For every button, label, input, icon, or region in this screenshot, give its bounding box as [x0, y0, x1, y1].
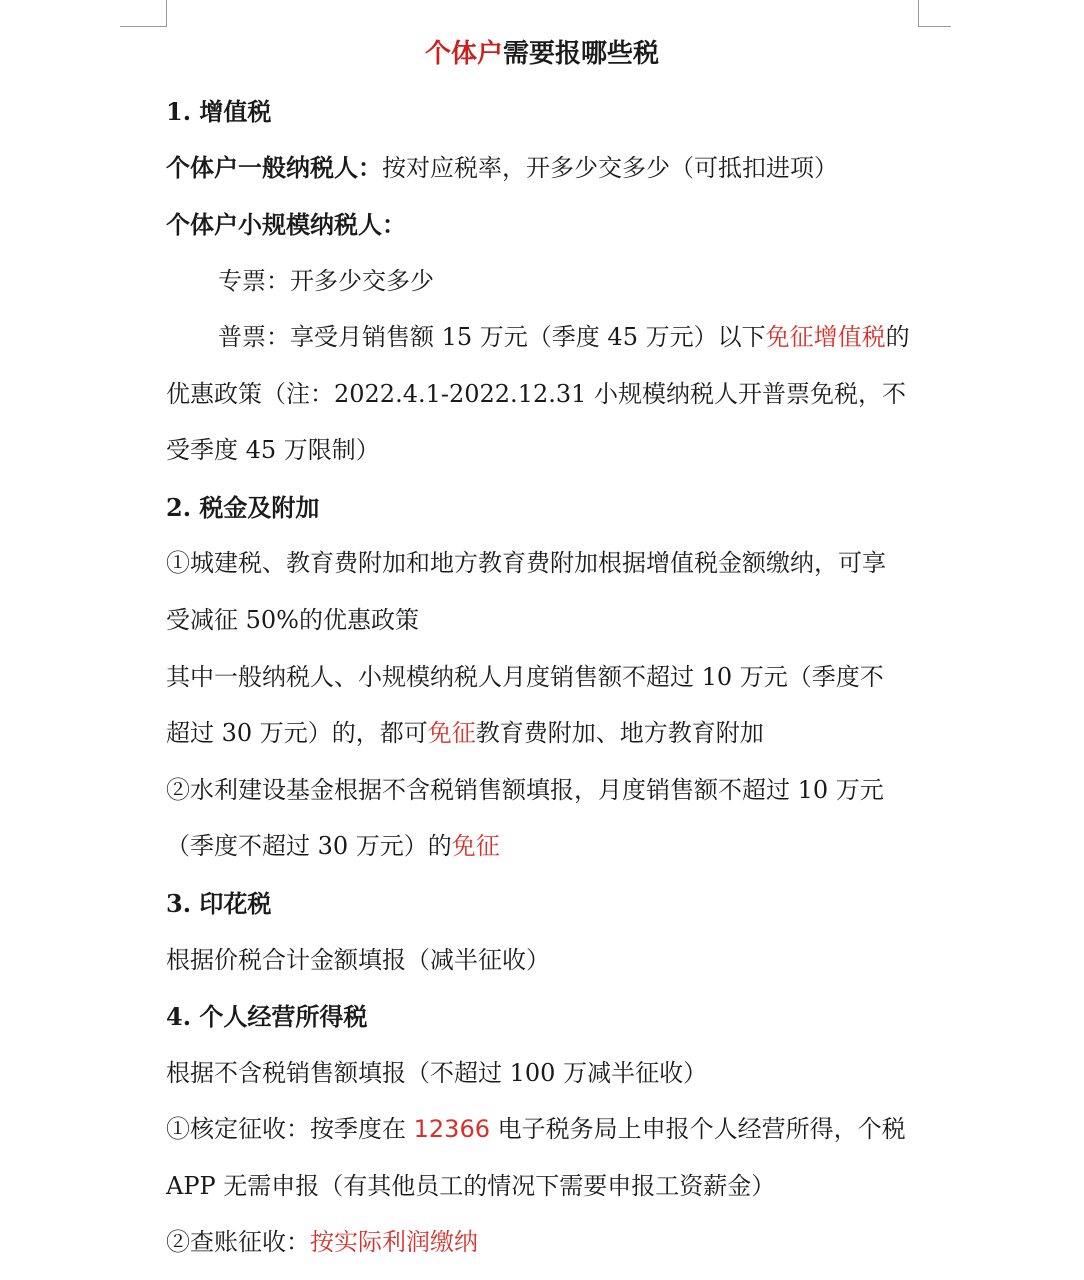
section4-heading: 4. 个人经营所得税: [166, 1002, 368, 1031]
actual-profit-highlight: 按实际利润缴纳: [310, 1228, 478, 1256]
general-taxpayer-label: 个体户一般纳税人：: [166, 153, 382, 182]
title-rest: 需要报哪些税: [503, 39, 660, 69]
section3-heading: 3. 印花税: [166, 889, 272, 918]
section1-general-line: [166, 150, 926, 186]
small-taxpayer-label: 个体户小规模纳税人：: [166, 210, 406, 239]
surcharge-item1-line4: [166, 715, 926, 751]
water-fund-line1: ②水利建设基金根据不含税销售额填报，月度销售额不超过 10 万元: [166, 776, 884, 804]
normal-invoice-line2: 优惠政策（注：2022.4.1-2022.12.31 小规模纳税人开普票免税，不: [166, 380, 907, 408]
water-fund-text: （季度不超过 30 万元）的: [166, 832, 452, 860]
vat-exempt-highlight: 免征增值税: [765, 323, 886, 351]
surcharge-text-a: 超过 30 万元）的，都可: [166, 719, 428, 747]
surcharge-item1-line3: 其中一般纳税人、小规模纳税人月度销售额不超过 10 万元（季度不: [166, 663, 884, 691]
normal-invoice-line1: [218, 319, 978, 355]
hotline-12366-highlight: 12366: [413, 1115, 490, 1143]
income-tax-item2-line: [166, 1224, 926, 1260]
title-highlight: 个体户: [424, 39, 503, 69]
section2-heading: 2. 税金及附加: [166, 493, 320, 522]
general-taxpayer-text: 按对应税率，开多少交多少（可抵扣进项）: [382, 154, 838, 182]
item1-text-a: ①核定征收：按季度在: [166, 1115, 414, 1143]
section1-heading: 1. 增值税: [166, 97, 272, 126]
stamp-tax-text: 根据价税合计金额填报（减半征收）: [166, 946, 550, 974]
surcharge-text-b: 教育费附加、地方教育附加: [475, 719, 764, 747]
special-invoice-line: 专票：开多少交多少: [218, 267, 434, 295]
exempt-highlight-2: 免征: [451, 832, 500, 860]
water-fund-line2: [166, 828, 926, 864]
income-tax-item1-line2: APP 无需申报（有其他员工的情况下需要申报工资薪金）: [166, 1172, 776, 1200]
document-title: [0, 36, 1084, 72]
surcharge-item1-line2: 受减征 50%的优惠政策: [166, 606, 419, 634]
normal-invoice-text-a: 普票：享受月销售额 15 万元（季度 45 万元）以下: [218, 323, 766, 351]
income-tax-text: 根据不含税销售额填报（不超过 100 万减半征收）: [166, 1059, 708, 1087]
normal-invoice-text-b: 的: [885, 323, 910, 351]
item2-text-a: ②查账征收：: [166, 1228, 310, 1256]
surcharge-item1-line1: ①城建税、教育费附加和地方教育费附加根据增值税金额缴纳，可享: [166, 549, 886, 577]
normal-invoice-line3: 受季度 45 万限制）: [166, 436, 380, 464]
item1-text-b: 电子税务局上申报个人经营所得，个税: [490, 1115, 906, 1143]
exempt-highlight-1: 免征: [427, 719, 476, 747]
income-tax-item1-line1: [166, 1111, 926, 1147]
